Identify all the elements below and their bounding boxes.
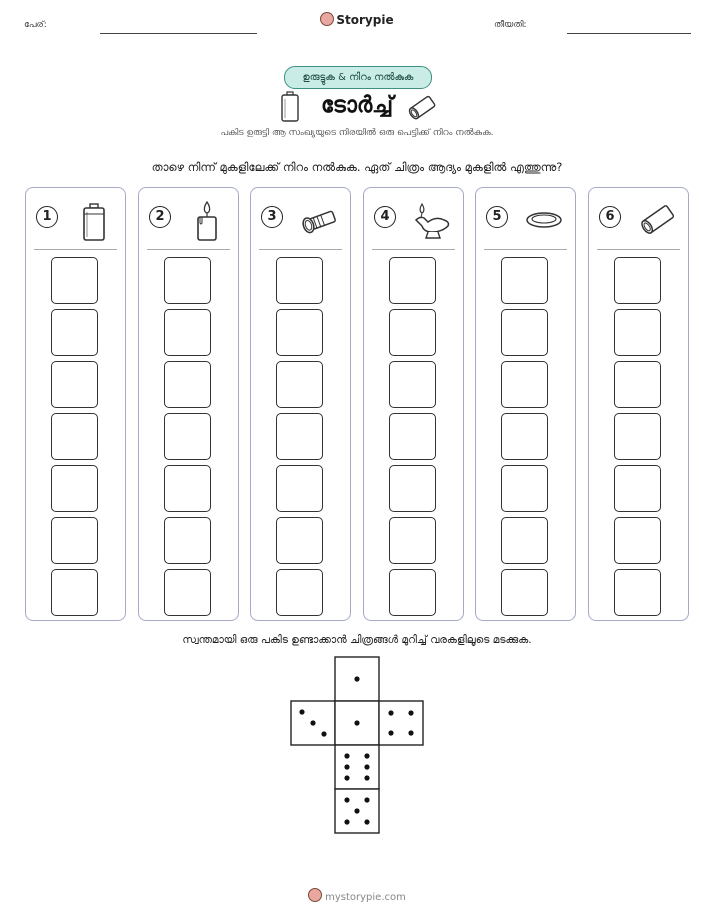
column-number: 5 (486, 206, 508, 228)
footer-url[interactable]: mystorypie.com (325, 892, 406, 903)
subtitle: പകിട ഉരുട്ടി ആ സംഖ്യയുടെ നിരയിൽ ഒരു പെട്ടിക്ക് നിറം നൽകുക. (220, 128, 494, 138)
column-number: 3 (261, 206, 283, 228)
column-number: 1 (36, 206, 58, 228)
dice-face-right (379, 701, 423, 745)
name-label: പേര്: (24, 20, 47, 30)
date-label: തീയതി: (494, 20, 527, 30)
dice-instruction: സ്വന്തമായി ഒരു പകിട ഉണ്ടാക്കാൻ ചിത്രങ്ങൾ മുറിച്ച് വരകളിലൂടെ മടക്കുക. (182, 634, 532, 646)
activity-pill: ഉരുട്ടുക & നിറം നൽകുക (284, 66, 432, 89)
column-number: 4 (374, 206, 396, 228)
brand-name: Storypie (336, 13, 394, 27)
column-number: 2 (149, 206, 171, 228)
page-title: ടോർച്ച് (320, 93, 394, 118)
column-number: 6 (599, 206, 621, 228)
dice-face-bottom (335, 745, 379, 789)
footer (0, 888, 714, 903)
storypie-logo-icon (308, 888, 322, 902)
question: താഴെ നിന്ന് മുകളിലേക്ക് നിറം നൽകുക. ഏത് ചിത്രം ആദ്യം മുകളിൽ എത്തുന്നു? (151, 160, 563, 174)
